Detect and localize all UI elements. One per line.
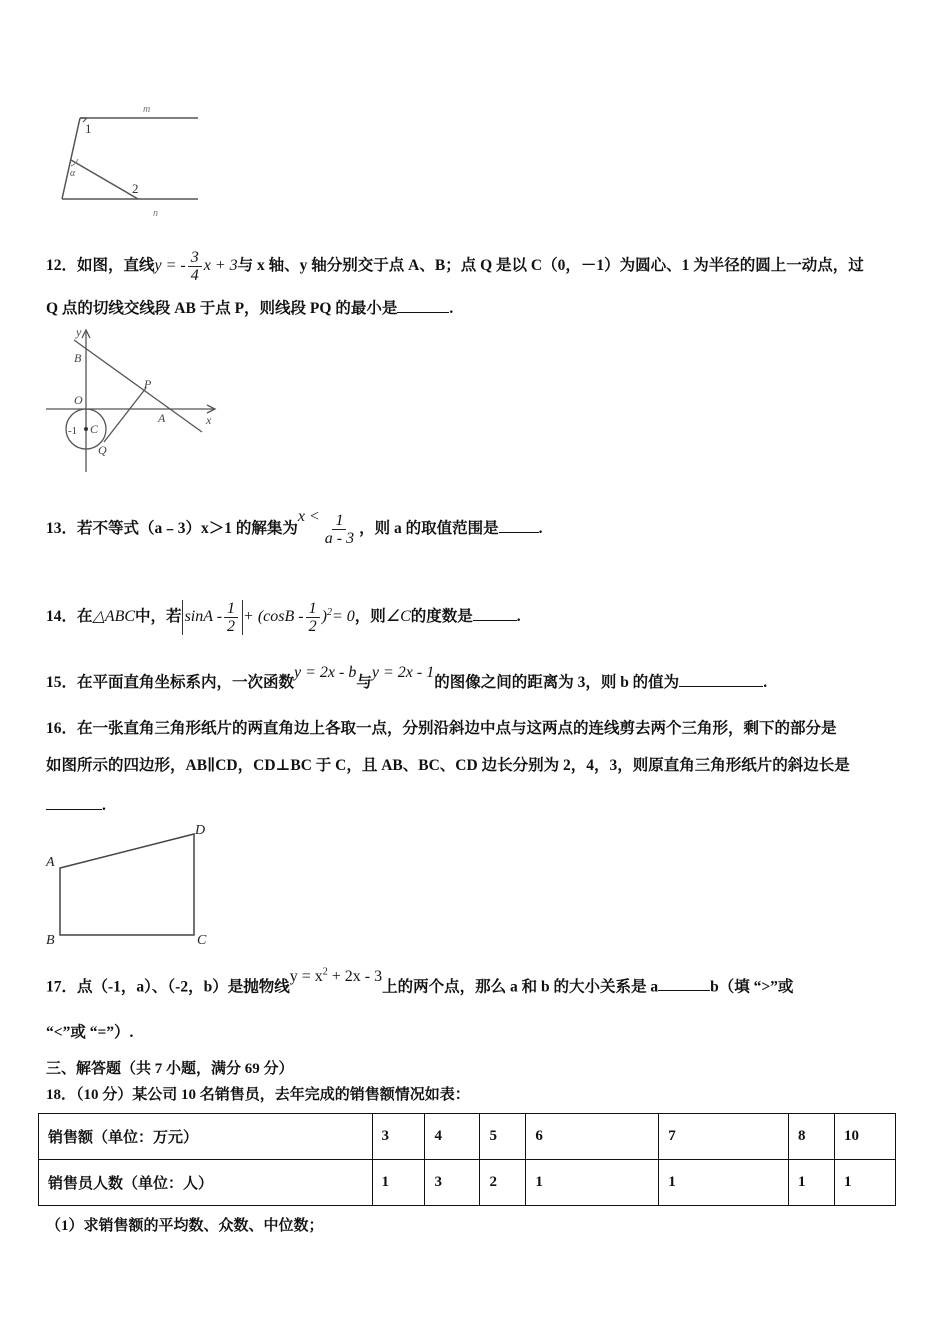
question-16-line-3: . bbox=[46, 795, 106, 816]
label-minus-1: -1 bbox=[68, 425, 78, 437]
label-a: A bbox=[158, 411, 166, 425]
section-heading: 三、解答题（共 7 小题，满分 69 分） bbox=[46, 1061, 294, 1077]
label-x: x bbox=[206, 413, 212, 427]
table-cell: 1 bbox=[789, 1160, 835, 1206]
label-o: O bbox=[74, 393, 83, 407]
table-cell: 4 bbox=[425, 1114, 480, 1160]
label-q: Q bbox=[98, 443, 107, 457]
label-n: n bbox=[153, 208, 158, 219]
table-cell: 7 bbox=[659, 1114, 789, 1160]
label-c: C bbox=[197, 933, 207, 948]
question-17-line-1: 17．点（-1，a）、（-2，b）是抛物线$y = x^2 + 2x - 3$上的两个点，那么 a 和 b 的大小关系是 a b（填 “>”或 bbox=[46, 967, 794, 996]
question-13: 13．若不等式（a﹣3）x＞1 的解集为x < $\frac{1}{a - 3}$ ，则 a 的取值范围是 . bbox=[46, 508, 543, 547]
answer-blank bbox=[473, 606, 517, 621]
table-row bbox=[39, 1160, 896, 1206]
question-16-line-1: 16．在一张直角三角形纸片的两直角边上各取一点，分别沿斜边中点与这两点的连线剪去两个三角形，剩下的部分是 bbox=[46, 720, 837, 737]
figure-quadrilateral bbox=[42, 820, 220, 950]
label-c: C bbox=[90, 422, 99, 436]
question-16-line-2: 如图所示的四边形，AB∥CD，CD⊥BC 于 C，且 AB、BC、CD 边长分别为 2，4，3，则原直角三角形纸片的斜边长是 bbox=[46, 757, 850, 774]
question-18-intro: 18．（10 分）某公司 10 名销售员，去年完成的销售额情况如表： bbox=[46, 1087, 470, 1103]
table-cell: 3 bbox=[425, 1160, 480, 1206]
label-1: 1 bbox=[85, 121, 92, 136]
table-cell: 10 bbox=[834, 1114, 895, 1160]
question-12-line-1: 12．如图，直线y = - $\frac{3}{4}$ x + 3与 x 轴、y 轴分别交于点 A、B；点 Q 是以 C（0，－1）为圆心、1 为半径的圆上一动点，过 bbox=[46, 249, 864, 284]
label-b: B bbox=[74, 351, 82, 365]
answer-blank bbox=[397, 298, 449, 313]
question-18-part-1: （1）求销售额的平均数、众数、中位数； bbox=[46, 1218, 324, 1234]
table-cell: 5 bbox=[480, 1114, 526, 1160]
line-left bbox=[62, 118, 80, 199]
answer-blank bbox=[658, 976, 710, 991]
table-cell: 1 bbox=[834, 1160, 895, 1206]
figure-tangent-circle bbox=[40, 322, 220, 474]
line-ab bbox=[74, 340, 202, 432]
figure-parallel-lines bbox=[50, 96, 210, 220]
table-cell: 2 bbox=[480, 1160, 526, 1206]
question-14: 14．在△ABC中，若 sinA - $\frac{1}{2}$ + (cosB - $\frac{1}{2}$ )$^2$= 0，则∠C的度数是 . bbox=[46, 600, 521, 635]
label-alpha: α bbox=[70, 168, 76, 179]
label-y: y bbox=[76, 325, 82, 339]
question-17-line-2: “<”或 “=”）. bbox=[46, 1024, 134, 1041]
answer-blank bbox=[499, 518, 539, 533]
label-2: 2 bbox=[132, 181, 139, 196]
tangent-pq bbox=[104, 388, 146, 442]
question-12-line-2: Q 点的切线交线段 AB 于点 P，则线段 PQ 的最小是 . bbox=[46, 300, 454, 317]
table-cell: 1 bbox=[526, 1160, 659, 1206]
label-p: P bbox=[144, 377, 152, 391]
label-d: D bbox=[195, 823, 206, 838]
label-m: m bbox=[143, 104, 151, 115]
table-cell: 8 bbox=[789, 1114, 835, 1160]
table-cell: 3 bbox=[372, 1114, 425, 1160]
transversal bbox=[71, 160, 138, 199]
sales-table bbox=[38, 1113, 896, 1206]
answer-blank bbox=[46, 795, 102, 810]
table-row-header: 销售员人数（单位：人） bbox=[39, 1160, 373, 1206]
table-cell: 1 bbox=[372, 1160, 425, 1206]
answer-blank bbox=[679, 672, 763, 687]
label-a: A bbox=[46, 855, 55, 870]
question-15: 15．在平面直角坐标系内，一次函数y = 2x - b与y = 2x - 1的图像之间的距离为 3，则 b 的值为 . bbox=[46, 664, 768, 691]
quadrilateral-abcd bbox=[60, 834, 194, 935]
label-b: B bbox=[46, 933, 55, 948]
table-row bbox=[39, 1114, 896, 1160]
table-row-header: 销售额（单位：万元） bbox=[39, 1114, 373, 1160]
table-cell: 1 bbox=[659, 1160, 789, 1206]
table-cell: 6 bbox=[526, 1114, 659, 1160]
